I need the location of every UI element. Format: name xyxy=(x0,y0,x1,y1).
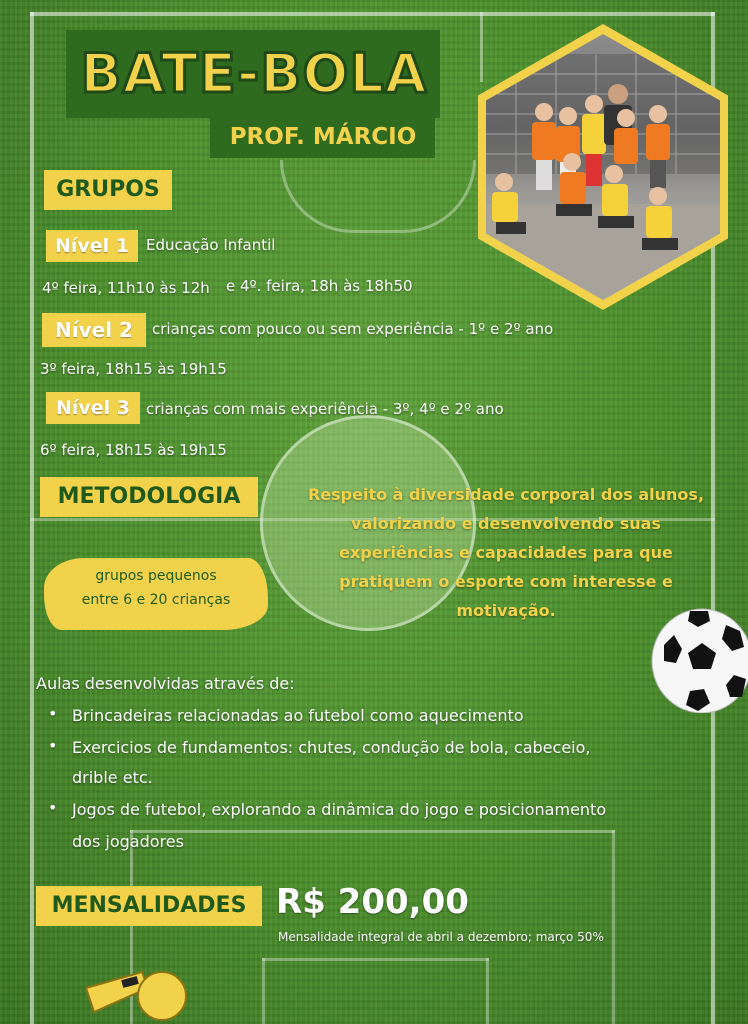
whistle-icon xyxy=(82,958,194,1024)
classes-bullet-2-cont: drible etc. xyxy=(72,768,153,787)
level-1-badge: Nível 1 xyxy=(46,230,138,262)
classes-bullet-3-cont: dos jogadores xyxy=(72,832,184,851)
fees-heading: MENSALIDADES xyxy=(36,886,262,926)
level-1-description: Educação Infantil xyxy=(146,236,276,254)
bullet-dot-icon: • xyxy=(48,704,58,723)
soccer-ball-icon xyxy=(650,605,748,713)
field-line-top xyxy=(30,12,715,16)
level-3-description: crianças com mais experiência - 3º, 4º e 2º ano xyxy=(146,400,504,418)
classes-bullet-1: Brincadeiras relacionadas ao futebol como aquecimento xyxy=(72,706,524,725)
level-3-schedule: 6º feira, 18h15 às 19h15 xyxy=(40,441,227,459)
page-title: BATE-BOLA xyxy=(80,42,428,105)
classes-bullet-3: Jogos de futebol, explorando a dinâmica do jogo e posicionamento xyxy=(72,800,607,819)
methodology-text xyxy=(276,480,736,625)
page-subtitle: PROF. MÁRCIO xyxy=(229,124,417,150)
bullet-dot-icon: • xyxy=(48,798,58,817)
methodology-heading: METODOLOGIA xyxy=(40,477,258,517)
field-goal-area-top xyxy=(262,958,489,961)
classes-intro: Aulas desenvolvidas através de: xyxy=(36,674,295,693)
field-box-bottom-right xyxy=(612,830,615,1024)
field-box-bottom-top xyxy=(130,830,615,833)
field-goal-area-right xyxy=(486,958,489,1024)
groups-heading: GRUPOS xyxy=(44,170,172,210)
level-1-schedule-extra: e 4º. feira, 18h às 18h50 xyxy=(226,277,413,295)
methodology-text-line: experiências e capacidades para que xyxy=(339,543,673,562)
level-3-badge: Nível 3 xyxy=(46,392,140,424)
fees-price: R$ 200,00 xyxy=(276,882,469,922)
classes-bullet-2: Exercicios de fundamentos: chutes, condução de bola, cabeceio, xyxy=(72,738,591,757)
field-box-line-1 xyxy=(480,12,483,82)
methodology-text-line: valorizando e desenvolvendo suas xyxy=(351,514,661,533)
methodology-text-line: pratiquem o esporte com interesse e xyxy=(339,572,673,591)
methodology-text-line: Respeito à diversidade corporal dos alunos, xyxy=(307,485,705,504)
methodology-note-line-1: grupos pequenos xyxy=(95,568,217,584)
methodology-note-line-2: entre 6 e 20 crianças xyxy=(81,592,231,608)
level-2-badge: Nível 2 xyxy=(42,313,146,347)
methodology-text-line: motivação. xyxy=(456,601,556,620)
level-1-schedule: 4º feira, 11h10 às 12h xyxy=(42,279,210,297)
fees-note: Mensalidade integral de abril a dezembro; março 50% xyxy=(278,930,604,944)
level-2-schedule: 3º feira, 18h15 às 19h15 xyxy=(40,360,227,378)
bullet-dot-icon: • xyxy=(48,736,58,755)
top-arc xyxy=(280,160,476,233)
level-2-description: crianças com pouco ou sem experiência - 1º e 2º ano xyxy=(152,320,554,338)
field-goal-area-left xyxy=(262,958,265,1024)
